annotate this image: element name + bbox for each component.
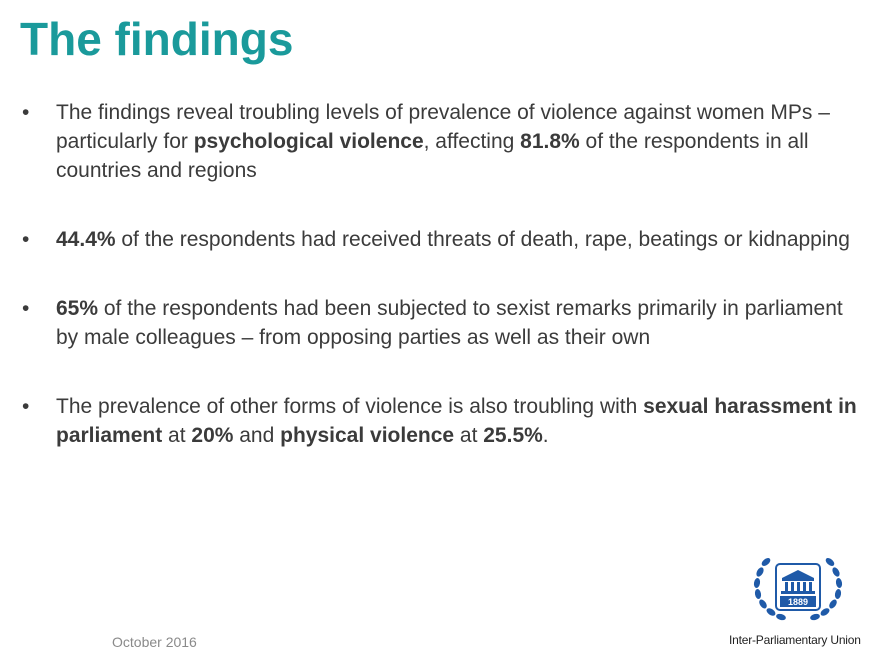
findings-list: [22, 98, 862, 450]
finding-item: [22, 392, 862, 450]
organization-name: Inter-Parliamentary Union: [729, 633, 861, 647]
bullet-marker: •: [22, 228, 30, 251]
finding-text-2: 44.4% of the respondents had received threats of death, rape, beatings or kidnapping: [56, 228, 850, 251]
finding-text-4: The prevalence of other forms of violence is also troubling with sexual harassment in parliament at 20% and physical violence at 25.5%.: [56, 395, 857, 447]
finding-item: [22, 225, 862, 254]
bullet-marker: •: [22, 297, 30, 320]
ipu-logo-icon: [748, 546, 848, 630]
bullet-marker: •: [22, 101, 30, 124]
footer-date: October 2016: [112, 634, 197, 650]
finding-text-3: 65% of the respondents had been subjected to sexist remarks primarily in parliament by male colleagues – from opposing parties as well as their own: [56, 297, 843, 349]
page-title: The findings: [20, 13, 294, 65]
logo-year: 1889: [787, 597, 809, 607]
bullet-marker: •: [22, 395, 30, 418]
finding-text-1: The findings reveal troubling levels of prevalence of violence against women MPs – particularly for psychological violence, affecting 81.8% of the respondents in all countries and regions: [56, 101, 830, 182]
finding-item: [22, 294, 862, 352]
finding-item: [22, 98, 862, 185]
